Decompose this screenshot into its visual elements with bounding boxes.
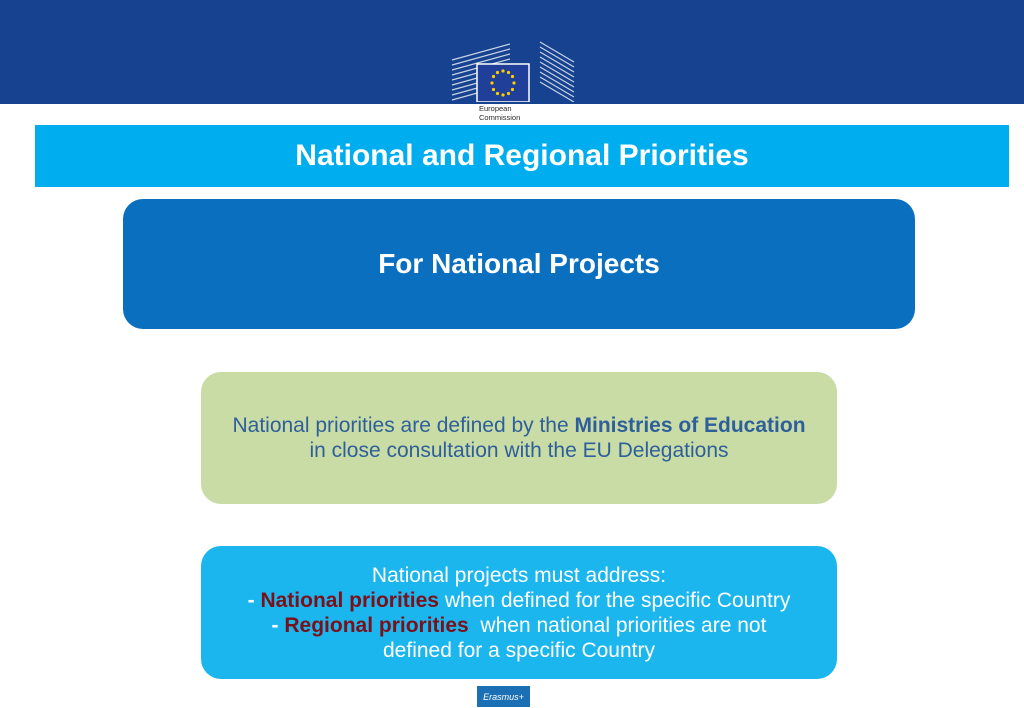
page-title: National and Regional Priorities (295, 139, 749, 172)
item1-rest: when defined for the specific Country (438, 588, 791, 612)
logo-line-2: Commission (479, 112, 521, 122)
erasmus-plus-logo (477, 686, 530, 707)
national-projects-box (123, 199, 915, 329)
berlaymont-building-icon (450, 38, 576, 102)
requirement-item-regional (248, 613, 791, 638)
logo-line-1: European (479, 104, 512, 113)
section-heading: For National Projects (378, 248, 660, 279)
info-text-part1: National priorities are defined by the (232, 414, 575, 437)
requirements-text (248, 563, 791, 663)
info-text-part2: in close consultation with the EU Delegations (309, 439, 729, 462)
item2-dash: - (271, 613, 285, 637)
european-commission-logo (450, 38, 576, 126)
logo-caption (479, 105, 559, 122)
title-banner (35, 125, 1009, 187)
item1-dash: - (247, 588, 261, 612)
requirement-item-regional-cont: defined for a specific Country (383, 638, 655, 662)
requirements-intro: National projects must address: (371, 563, 667, 587)
item1-highlight: National priorities (260, 588, 439, 612)
requirement-item-national (248, 588, 791, 613)
erasmus-label: Erasmus+ (483, 691, 524, 702)
info-text-bold: Ministries of Education (574, 414, 806, 437)
item2-rest: when national priorities are not (468, 613, 767, 637)
item2-highlight: Regional priorities (284, 613, 469, 637)
ministries-info-text (231, 413, 807, 463)
ministries-info-box (201, 372, 837, 504)
requirements-box (201, 546, 837, 679)
